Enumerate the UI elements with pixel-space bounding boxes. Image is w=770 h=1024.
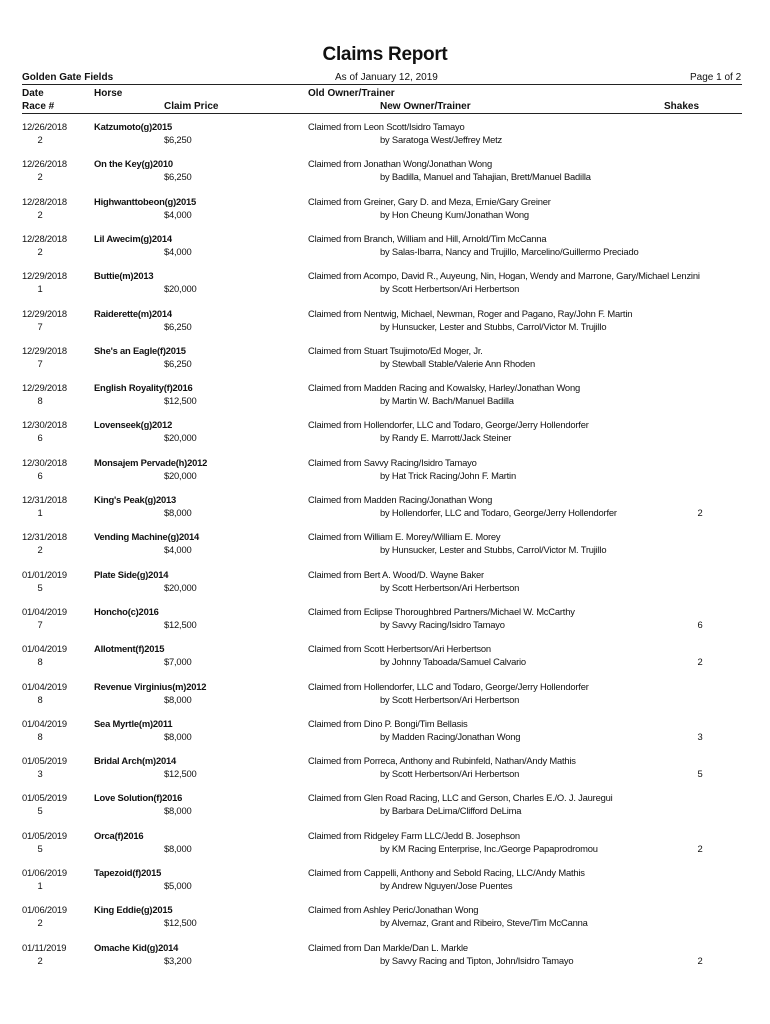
page-indicator: Page 1 of 2 bbox=[690, 72, 742, 83]
claim-date: 12/29/2018 bbox=[22, 344, 67, 356]
old-owner-trainer: Claimed from Dan Markle/Dan L. Markle bbox=[308, 941, 468, 953]
shakes-count: 5 bbox=[697, 768, 703, 780]
claim-price: $6,250 bbox=[164, 134, 192, 145]
race-number: 8 bbox=[37, 693, 43, 705]
new-owner-trainer: by Savvy Racing/Isidro Tamayo bbox=[380, 618, 505, 630]
old-owner-trainer: Claimed from Savvy Racing/Isidro Tamayo bbox=[308, 456, 477, 468]
horse-name: Vending Machine(g)2014 bbox=[94, 531, 200, 543]
claim-date: 01/04/2019 bbox=[22, 680, 67, 692]
new-owner-trainer: by Madden Racing/Jonathan Wong bbox=[380, 730, 521, 742]
new-owner-trainer: by Hunsucker, Lester and Stubbs, Carrol/Victor M. Trujillo bbox=[380, 544, 607, 556]
old-owner-trainer: Claimed from Madden Racing and Kowalsky, Harley/Jonathan Wong bbox=[308, 382, 580, 394]
claim-price: $8,000 bbox=[164, 842, 192, 854]
old-owner-trainer: Claimed from Acompo, David R., Auyeung, Nin, Hogan, Wendy and Marrone, Gary/Michael Lenzini bbox=[308, 270, 700, 282]
claim-price: $12,500 bbox=[164, 917, 197, 929]
claim-date: 12/29/2018 bbox=[22, 270, 67, 282]
shakes-count: 2 bbox=[697, 954, 703, 966]
column-header-new-owner: New Owner/Trainer bbox=[380, 101, 471, 112]
shakes-count: 2 bbox=[697, 507, 703, 518]
claim-date: 12/26/2018 bbox=[22, 158, 67, 170]
old-owner-trainer: Claimed from Madden Racing/Jonathan Wong bbox=[308, 494, 493, 505]
new-owner-trainer: by Andrew Nguyen/Jose Puentes bbox=[380, 880, 513, 891]
new-owner-trainer: by Savvy Racing and Tipton, John/Isidro Tamayo bbox=[380, 954, 574, 966]
new-owner-trainer: by Barbara DeLima/Clifford DeLima bbox=[380, 805, 522, 817]
claim-row bbox=[0, 457, 770, 494]
race-number: 8 bbox=[37, 395, 43, 407]
claim-price: $3,200 bbox=[164, 954, 192, 966]
race-number: 8 bbox=[37, 730, 43, 742]
claim-price: $4,000 bbox=[164, 245, 192, 257]
claim-price: $12,500 bbox=[164, 395, 197, 407]
claim-price: $20,000 bbox=[164, 432, 197, 444]
race-number: 7 bbox=[37, 357, 43, 369]
claim-date: 01/04/2019 bbox=[22, 605, 67, 617]
race-number: 3 bbox=[37, 768, 43, 780]
horse-name: Monsajem Pervade(h)2012 bbox=[94, 456, 208, 468]
old-owner-trainer: Claimed from William E. Morey/William E. Morey bbox=[308, 531, 501, 543]
claim-price: $7,000 bbox=[164, 656, 192, 668]
race-number: 2 bbox=[37, 245, 43, 257]
horse-name: Highwanttobeon(g)2015 bbox=[94, 195, 197, 207]
race-number: 1 bbox=[37, 283, 43, 295]
claim-price: $8,000 bbox=[164, 730, 192, 742]
claim-date: 01/04/2019 bbox=[22, 643, 67, 655]
column-header-horse: Horse bbox=[94, 88, 123, 99]
header-rule bbox=[22, 113, 742, 114]
race-number: 2 bbox=[37, 954, 43, 966]
claim-price: $6,250 bbox=[164, 357, 192, 369]
new-owner-trainer: by Scott Herbertson/Ari Herbertson bbox=[380, 768, 520, 780]
new-owner-trainer: by Hollendorfer, LLC and Todaro, George/Jerry Hollendorfer bbox=[380, 507, 617, 518]
claim-row bbox=[0, 158, 770, 195]
horse-name: Buttie(m)2013 bbox=[94, 270, 154, 282]
claim-row bbox=[0, 942, 770, 979]
claim-row bbox=[0, 270, 770, 307]
claim-date: 01/06/2019 bbox=[22, 904, 67, 916]
claim-date: 01/01/2019 bbox=[22, 568, 67, 580]
horse-name: Katzumoto(g)2015 bbox=[94, 121, 173, 132]
claim-price: $20,000 bbox=[164, 581, 197, 593]
claim-row bbox=[0, 121, 770, 158]
claim-date: 01/05/2019 bbox=[22, 829, 67, 841]
column-header-race: Race # bbox=[22, 101, 55, 112]
old-owner-trainer: Claimed from Hollendorfer, LLC and Todaro, George/Jerry Hollendorfer bbox=[308, 680, 589, 692]
claim-price: $4,000 bbox=[164, 544, 192, 556]
claim-row bbox=[0, 345, 770, 382]
claim-row bbox=[0, 830, 770, 867]
old-owner-trainer: Claimed from Bert A. Wood/D. Wayne Baker bbox=[308, 568, 484, 580]
new-owner-trainer: by Salas-Ibarra, Nancy and Trujillo, Marcelino/Guillermo Preciado bbox=[380, 245, 639, 257]
old-owner-trainer: Claimed from Nentwig, Michael, Newman, Roger and Pagano, Ray/John F. Martin bbox=[308, 307, 633, 319]
column-header-claim-price: Claim Price bbox=[164, 101, 219, 112]
horse-name: Omache Kid(g)2014 bbox=[94, 941, 179, 953]
race-number: 6 bbox=[37, 469, 43, 481]
horse-name: Allotment(f)2015 bbox=[94, 643, 165, 655]
claim-price: $20,000 bbox=[164, 469, 197, 481]
shakes-count: 2 bbox=[697, 656, 703, 668]
claim-price: $12,500 bbox=[164, 618, 197, 630]
race-number: 5 bbox=[37, 842, 43, 854]
race-number: 6 bbox=[37, 432, 43, 444]
horse-name: Raiderette(m)2014 bbox=[94, 307, 172, 319]
claim-price: $20,000 bbox=[164, 283, 197, 295]
race-number: 5 bbox=[37, 805, 43, 817]
claim-date: 12/31/2018 bbox=[22, 531, 67, 543]
race-number: 2 bbox=[37, 134, 43, 145]
horse-name: English Royality(f)2016 bbox=[94, 382, 193, 394]
claim-date: 01/04/2019 bbox=[22, 717, 67, 729]
column-header-date: Date bbox=[22, 88, 44, 99]
claim-date: 12/30/2018 bbox=[22, 419, 67, 431]
horse-name: Bridal Arch(m)2014 bbox=[94, 755, 177, 767]
horse-name: Lovenseek(g)2012 bbox=[94, 419, 173, 431]
claim-date: 01/11/2019 bbox=[22, 941, 67, 953]
new-owner-trainer: by Randy E. Marrott/Jack Steiner bbox=[380, 432, 512, 444]
old-owner-trainer: Claimed from Eclipse Thoroughbred Partners/Michael W. McCarthy bbox=[308, 605, 575, 617]
claim-row bbox=[0, 867, 770, 904]
new-owner-trainer: by KM Racing Enterprise, Inc./George Papaprodromou bbox=[380, 842, 598, 854]
claim-price: $8,000 bbox=[164, 805, 192, 817]
shakes-count: 6 bbox=[697, 618, 703, 630]
old-owner-trainer: Claimed from Dino P. Bongi/Tim Bellasis bbox=[308, 717, 468, 729]
claim-date: 01/05/2019 bbox=[22, 755, 67, 767]
claim-row bbox=[0, 643, 770, 680]
new-owner-trainer: by Alvernaz, Grant and Ribeiro, Steve/Tim McCanna bbox=[380, 917, 588, 929]
new-owner-trainer: by Hat Trick Racing/John F. Martin bbox=[380, 469, 516, 481]
shakes-count: 2 bbox=[697, 842, 703, 854]
new-owner-trainer: by Hon Cheung Kum/Jonathan Wong bbox=[380, 208, 529, 220]
claim-price: $6,250 bbox=[164, 320, 192, 332]
claim-price: $8,000 bbox=[164, 507, 192, 518]
claim-row bbox=[0, 755, 770, 792]
top-rule bbox=[22, 84, 742, 85]
horse-name: Revenue Virginius(m)2012 bbox=[94, 680, 207, 692]
old-owner-trainer: Claimed from Hollendorfer, LLC and Todaro, George/Jerry Hollendorfer bbox=[308, 419, 589, 431]
claim-date: 01/05/2019 bbox=[22, 792, 67, 804]
horse-name: Orca(f)2016 bbox=[94, 829, 144, 841]
race-number: 1 bbox=[37, 507, 43, 518]
claim-date: 12/29/2018 bbox=[22, 382, 67, 394]
horse-name: Plate Side(g)2014 bbox=[94, 568, 169, 580]
old-owner-trainer: Claimed from Branch, William and Hill, Arnold/Tim McCanna bbox=[308, 232, 547, 244]
old-owner-trainer: Claimed from Greiner, Gary D. and Meza, Ernie/Gary Greiner bbox=[308, 195, 551, 207]
old-owner-trainer: Claimed from Jonathan Wong/Jonathan Wong bbox=[308, 158, 492, 170]
claim-date: 12/31/2018 bbox=[22, 494, 67, 505]
horse-name: King Eddie(g)2015 bbox=[94, 904, 173, 916]
race-number: 2 bbox=[37, 917, 43, 929]
claim-row bbox=[0, 382, 770, 419]
horse-name: Love Solution(f)2016 bbox=[94, 792, 183, 804]
track-name: Golden Gate Fields bbox=[22, 72, 114, 83]
claim-row bbox=[0, 196, 770, 233]
race-number: 7 bbox=[37, 320, 43, 332]
horse-name: On the Key(g)2010 bbox=[94, 158, 173, 170]
report-title: Claims Report bbox=[322, 44, 448, 65]
old-owner-trainer: Claimed from Ridgeley Farm LLC/Jedd B. Josephson bbox=[308, 829, 520, 841]
horse-name: Lil Awecim(g)2014 bbox=[94, 232, 172, 244]
new-owner-trainer: by Hunsucker, Lester and Stubbs, Carrol/Victor M. Trujillo bbox=[380, 320, 607, 332]
claim-row bbox=[0, 531, 770, 568]
claim-date: 12/28/2018 bbox=[22, 232, 67, 244]
race-number: 2 bbox=[37, 544, 43, 556]
old-owner-trainer: Claimed from Porreca, Anthony and Rubinfeld, Nathan/Andy Mathis bbox=[308, 755, 576, 767]
claim-date: 12/28/2018 bbox=[22, 195, 67, 207]
claim-row bbox=[0, 308, 770, 345]
column-header-shakes: Shakes bbox=[664, 101, 700, 112]
claim-date: 01/06/2019 bbox=[22, 867, 67, 878]
old-owner-trainer: Claimed from Cappelli, Anthony and Sebold Racing, LLC/Andy Mathis bbox=[308, 867, 585, 878]
claim-row bbox=[0, 792, 770, 829]
race-number: 2 bbox=[37, 171, 43, 183]
new-owner-trainer: by Badilla, Manuel and Tahajian, Brett/Manuel Badilla bbox=[380, 171, 591, 183]
old-owner-trainer: Claimed from Glen Road Racing, LLC and Gerson, Charles E./O. J. Jauregui bbox=[308, 792, 613, 804]
as-of-date: As of January 12, 2019 bbox=[335, 72, 438, 83]
old-owner-trainer: Claimed from Ashley Peric/Jonathan Wong bbox=[308, 904, 479, 916]
claim-row bbox=[0, 233, 770, 270]
claim-price: $8,000 bbox=[164, 693, 192, 705]
claim-row bbox=[0, 606, 770, 643]
horse-name: Sea Myrtle(m)2011 bbox=[94, 717, 173, 729]
horse-name: She's an Eagle(f)2015 bbox=[94, 344, 186, 356]
claim-date: 12/29/2018 bbox=[22, 307, 67, 319]
claim-date: 12/30/2018 bbox=[22, 456, 67, 468]
new-owner-trainer: by Scott Herbertson/Ari Herbertson bbox=[380, 693, 520, 705]
claim-date: 12/26/2018 bbox=[22, 121, 67, 132]
column-header-old-owner: Old Owner/Trainer bbox=[308, 88, 395, 99]
new-owner-trainer: by Stewball Stable/Valerie Ann Rhoden bbox=[380, 357, 536, 369]
race-number: 7 bbox=[37, 618, 43, 630]
race-number: 1 bbox=[37, 880, 43, 891]
claim-row bbox=[0, 494, 770, 531]
claim-row bbox=[0, 904, 770, 941]
race-number: 5 bbox=[37, 581, 43, 593]
claim-row bbox=[0, 681, 770, 718]
race-number: 8 bbox=[37, 656, 43, 668]
claim-row bbox=[0, 718, 770, 755]
new-owner-trainer: by Martin W. Bach/Manuel Badilla bbox=[380, 395, 514, 407]
horse-name: Honcho(c)2016 bbox=[94, 605, 159, 617]
old-owner-trainer: Claimed from Leon Scott/Isidro Tamayo bbox=[308, 121, 465, 132]
horse-name: King's Peak(g)2013 bbox=[94, 494, 176, 505]
claim-row bbox=[0, 569, 770, 606]
claim-price: $6,250 bbox=[164, 171, 192, 183]
old-owner-trainer: Claimed from Stuart Tsujimoto/Ed Moger, Jr. bbox=[308, 344, 483, 356]
new-owner-trainer: by Scott Herbertson/Ari Herbertson bbox=[380, 283, 520, 295]
old-owner-trainer: Claimed from Scott Herbertson/Ari Herbertson bbox=[308, 643, 491, 655]
new-owner-trainer: by Johnny Taboada/Samuel Calvario bbox=[380, 656, 526, 668]
new-owner-trainer: by Scott Herbertson/Ari Herbertson bbox=[380, 581, 520, 593]
claim-price: $12,500 bbox=[164, 768, 197, 780]
race-number: 2 bbox=[37, 208, 43, 220]
claim-price: $4,000 bbox=[164, 208, 192, 220]
shakes-count: 3 bbox=[697, 730, 703, 742]
new-owner-trainer: by Saratoga West/Jeffrey Metz bbox=[380, 134, 503, 145]
claim-row bbox=[0, 419, 770, 456]
horse-name: Tapezoid(f)2015 bbox=[94, 867, 162, 878]
claim-price: $5,000 bbox=[164, 880, 192, 891]
